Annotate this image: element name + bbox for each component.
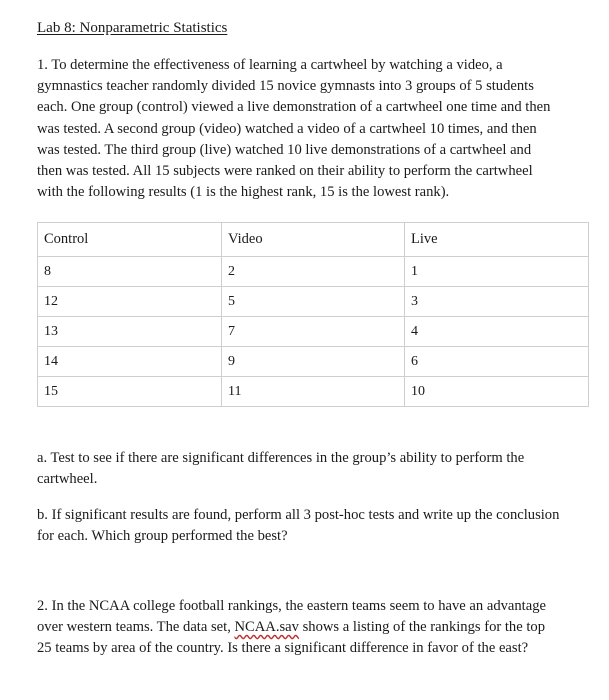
rankings-table bbox=[37, 222, 589, 407]
table-cell: 8 bbox=[38, 257, 222, 287]
table-cell: 12 bbox=[38, 287, 222, 317]
table-row bbox=[38, 377, 589, 407]
lab-title: Lab 8: Nonparametric Statistics bbox=[37, 20, 228, 36]
table-cell: 5 bbox=[222, 287, 405, 317]
text-line: 2. In the NCAA college football rankings, the eastern teams seem to have an advantage bbox=[37, 598, 546, 614]
table-header-row bbox=[38, 223, 589, 257]
question-1-text bbox=[37, 55, 607, 203]
table-row bbox=[38, 317, 589, 347]
text-line: for each. Which group performed the best? bbox=[37, 528, 288, 545]
table-cell: 7 bbox=[222, 317, 405, 347]
text-fragment: shows a listing of the rankings for the top bbox=[298, 619, 546, 636]
table-row bbox=[38, 257, 589, 287]
text-line: each. One group (control) viewed a live demonstration of a cartwheel one time and then bbox=[37, 99, 551, 116]
table-row bbox=[38, 347, 589, 377]
text-fragment: over western teams. The data set, bbox=[37, 619, 235, 636]
text-line: 25 teams by area of the country. Is there a significant difference in favor of the east? bbox=[37, 640, 529, 657]
column-header-video: Video bbox=[222, 223, 405, 257]
text-line: was tested. The third group (live) watched 10 live demonstrations of a cartwheel and bbox=[37, 141, 532, 158]
text-line: b. If significant results are found, perform all 3 post-hoc tests and write up the conclusion bbox=[37, 507, 560, 523]
table-cell: 4 bbox=[405, 317, 589, 347]
table-cell: 10 bbox=[405, 377, 589, 407]
part-a-text bbox=[37, 448, 607, 490]
table-cell: 13 bbox=[38, 317, 222, 347]
table-cell: 2 bbox=[222, 257, 405, 287]
part-b-text bbox=[37, 505, 607, 547]
table-cell: 3 bbox=[405, 287, 589, 317]
column-header-live: Live bbox=[405, 223, 589, 257]
table-cell: 15 bbox=[38, 377, 222, 407]
text-line: gymnastics teacher randomly divided 15 novice gymnasts into 3 groups of 5 students bbox=[37, 78, 534, 95]
table-cell: 14 bbox=[38, 347, 222, 377]
text-line: cartwheel. bbox=[37, 471, 98, 488]
text-line: then was tested. All 15 subjects were ranked on their ability to perform the cartwheel bbox=[37, 163, 533, 180]
column-header-control: Control bbox=[38, 223, 222, 257]
dataset-filename: NCAA.sav bbox=[234, 619, 299, 636]
text-line: was tested. A second group (video) watched a video of a cartwheel 10 times, and then bbox=[37, 120, 537, 137]
table-cell: 11 bbox=[222, 377, 405, 407]
table-cell: 9 bbox=[222, 347, 405, 377]
text-line: a. Test to see if there are significant differences in the group’s ability to perform the bbox=[37, 450, 525, 466]
question-2-text bbox=[37, 596, 607, 660]
text-line: 1. To determine the effectiveness of learning a cartwheel by watching a video, a bbox=[37, 57, 503, 73]
table-cell: 6 bbox=[405, 347, 589, 377]
text-line bbox=[37, 617, 607, 638]
text-line: with the following results (1 is the highest rank, 15 is the lowest rank). bbox=[37, 184, 450, 201]
table-cell: 1 bbox=[405, 257, 589, 287]
table-row bbox=[38, 287, 589, 317]
